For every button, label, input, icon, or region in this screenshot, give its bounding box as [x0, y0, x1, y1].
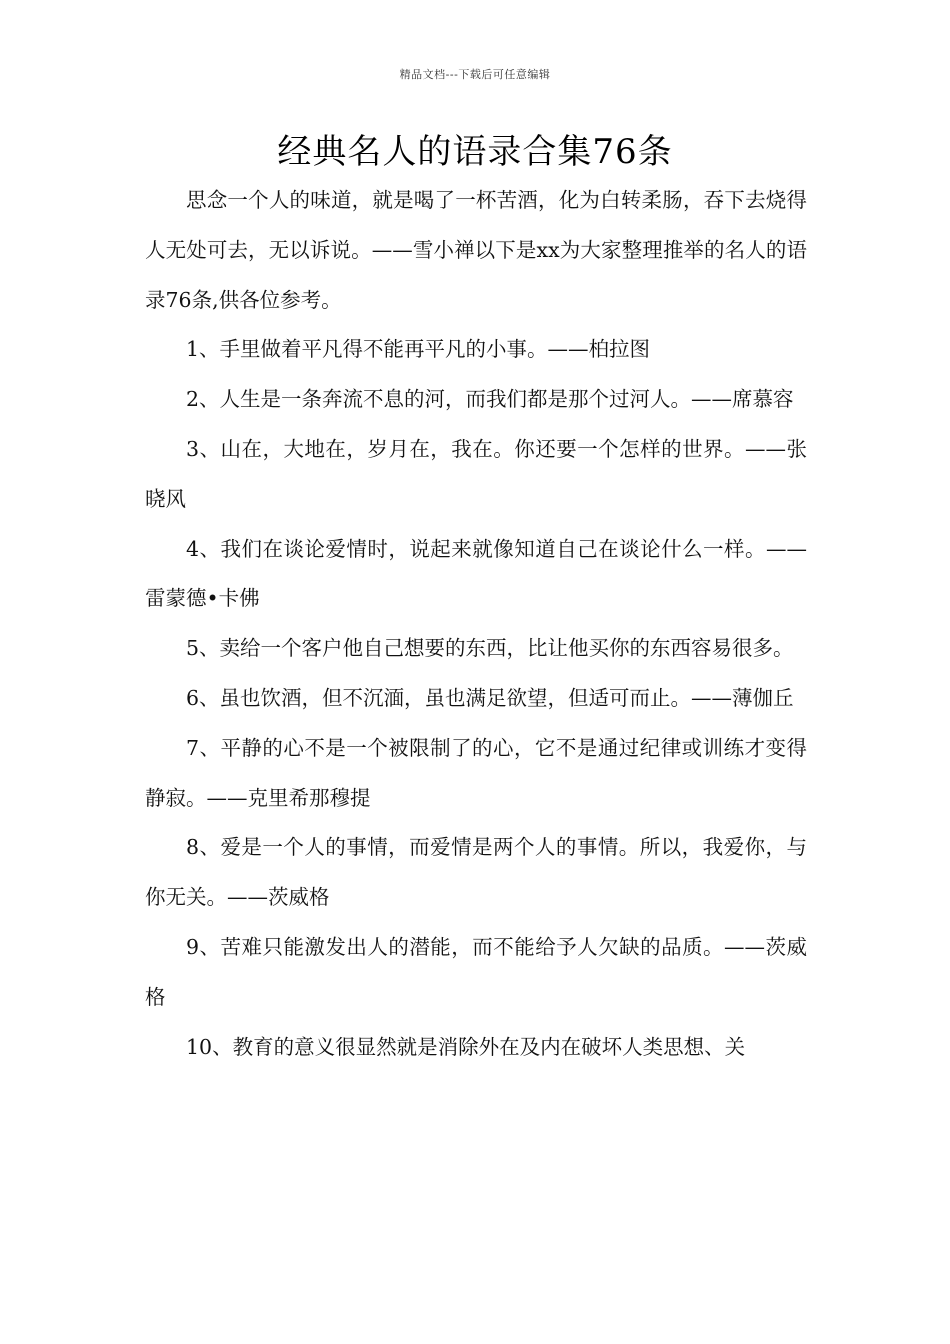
document-title: 经典名人的语录合集76条 [277, 132, 673, 172]
quote-paragraph: 10、教育的意义很显然就是消除外在及内在破坏人类思想、关 [186, 1034, 746, 1059]
header-note: 精品文档---下载后可任意编辑 [399, 68, 551, 81]
document-body [145, 176, 807, 1072]
quote-paragraph: 6、虽也饮酒，但不沉湎，虽也满足欲望，但适可而止。——薄伽丘 [186, 685, 794, 710]
quote-paragraph: 7、平静的心不是一个被限制了的心，它不是通过纪律或训练才变得静寂。——克里希那穆提 [145, 735, 807, 810]
quote-paragraph: 5、卖给一个客户他自己想要的东西，比让他买你的东西容易很多。 [186, 636, 794, 661]
quote-paragraph: 4、我们在谈论爱情时，说起来就像知道自己在谈论什么一样。——雷蒙德•卡佛 [145, 536, 807, 611]
quote-paragraph: 3、山在，大地在，岁月在，我在。你还要一个怎样的世界。——张晓风 [145, 436, 807, 511]
quote-paragraph: 2、人生是一条奔流不息的河，而我们都是那个过河人。——席慕容 [186, 387, 794, 412]
quote-paragraph: 9、苦难只能激发出人的潜能，而不能给予人欠缺的品质。——茨威格 [145, 934, 807, 1009]
intro-paragraph: 思念一个人的味道，就是喝了一杯苦酒，化为白转柔肠，吞下去烧得人无处可去，无以诉说。——雪小禅以下是xx为大家整理推举的名人的语录76条,供各位参考。 [145, 188, 807, 312]
quote-paragraph: 1、手里做着平凡得不能再平凡的小事。——柏拉图 [186, 337, 651, 362]
quote-paragraph: 8、爱是一个人的事情，而爱情是两个人的事情。所以，我爱你，与你无关。——茨威格 [145, 835, 807, 910]
